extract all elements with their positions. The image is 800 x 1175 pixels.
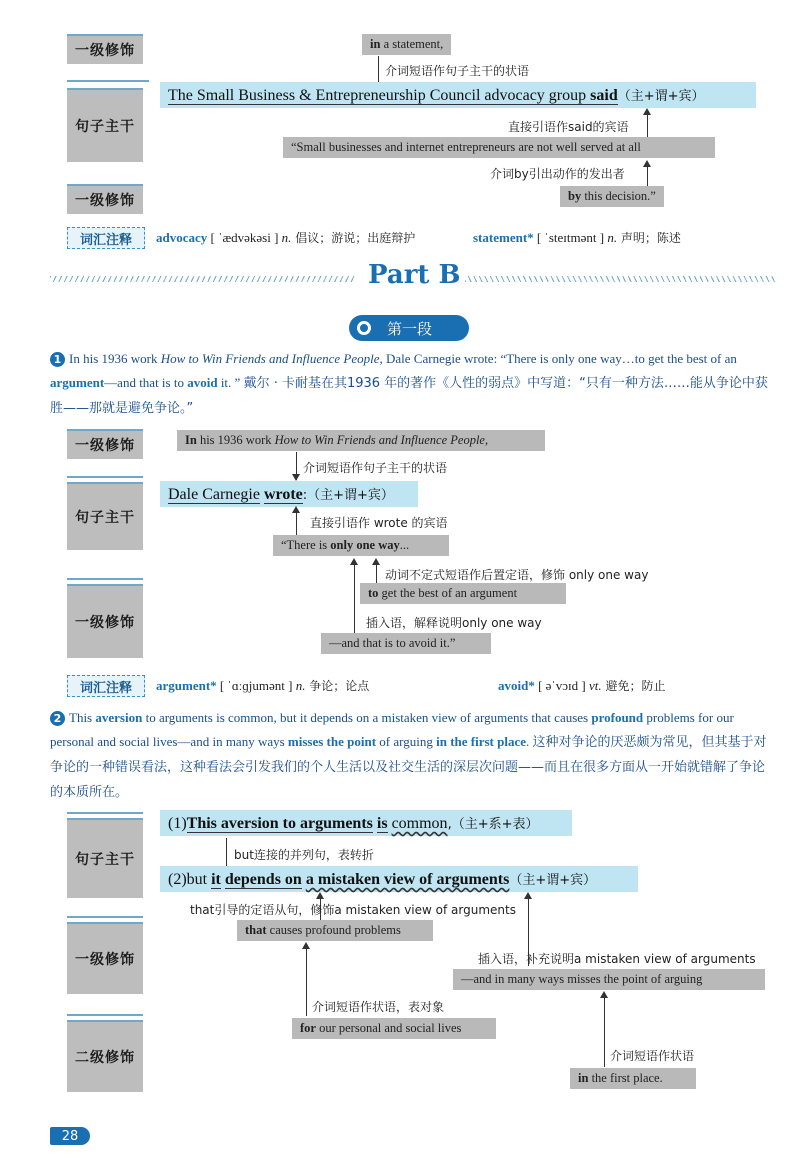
main-box-s2-1: (1)This aversion to arguments is common,（主+系+表）	[160, 810, 572, 836]
vocab-entry-argument: argument* [ ˈɑːɡjumənt ] n. 争论；论点	[156, 678, 370, 693]
label-level2-s2: 二级修饰	[67, 1020, 143, 1092]
label-level1-s1: 一级修饰	[67, 429, 143, 459]
note-to-infinitive: 动词不定式短语作后置定语，修饰 only one way	[385, 568, 649, 582]
main-box-s1: Dale Carnegie wrote:（主+谓+宾）	[160, 481, 418, 507]
note-by: 介词by引出动作的发出者	[490, 167, 625, 181]
note-for: 介词短语作状语，表对象	[312, 1000, 445, 1014]
note-that-clause: that引导的定语从句，修饰a mistaken view of arguments	[190, 903, 516, 917]
mod-box-avoid: —and that is to avoid it.”	[321, 633, 491, 654]
label-main-s2: 句子主干	[67, 818, 143, 898]
label-level1-s0-top: 一级修饰	[67, 34, 143, 64]
note-but: but连接的并列句，表转折	[234, 848, 374, 862]
label-level1-s2: 一级修饰	[67, 922, 143, 994]
part-b-left-rule	[50, 276, 355, 282]
mod-box-for: for our personal and social lives	[292, 1018, 496, 1039]
mod-box-quote-s1: “There is only one way...	[273, 535, 449, 556]
vocab-entry-avoid: avoid* [ əˈvɔɪd ] vt. 避免；防止	[498, 678, 666, 693]
section-pill: 第一段	[349, 315, 469, 341]
mod-box-first-place: in the first place.	[570, 1068, 696, 1089]
note-in-statement: 介词短语作句子主干的状语	[385, 64, 530, 78]
label-main-s1: 句子主干	[67, 482, 143, 550]
vocab-entry-advocacy: advocacy [ ˈædvəkəsi ] n. 倡议；游说；出庭辩护	[156, 230, 416, 245]
mod-box-in-statement: in a statement,	[362, 34, 451, 55]
note-insertion-s1: 插入语，解释说明only one way	[366, 616, 542, 630]
label-main-s0: 句子主干	[67, 88, 143, 162]
mod-box-insertion: —and in many ways misses the point of arguing	[453, 969, 765, 990]
note-quote-wrote: 直接引语作 wrote 的宾语	[310, 516, 448, 530]
mod-box-by: by this decision.”	[560, 186, 664, 207]
mod-box-that: that causes profound problems	[237, 920, 433, 941]
part-b-right-rule	[465, 276, 775, 282]
mod-box-quote-s0: “Small businesses and internet entrepreneurs are not well served at all	[283, 137, 715, 158]
label-level1-s0-bottom: 一级修饰	[67, 184, 143, 214]
note-quote-said: 直接引语作said的宾语	[508, 120, 629, 134]
label-level1-s1-b: 一级修饰	[67, 584, 143, 658]
paragraph-1: 1 In his 1936 work How to Win Friends and Influence People, Dale Carnegie wrote: “There is only one way…to get the best of an argument—and that is to avoid it. ” 戴尔 · 卡耐基在其1936 年的著作《人性的弱点》中写道：“只有一种方法……能从争论中获胜——那就是避免争论。”	[50, 351, 768, 416]
mod-box-in-his-work: In his 1936 work How to Win Friends and Influence People,	[177, 430, 545, 451]
main-box-s0: The Small Business & Entrepreneurship Council advocacy group said（主+谓+宾）	[160, 82, 756, 108]
mod-box-to-get: to get the best of an argument	[360, 583, 566, 604]
main-box-s2-2: (2)but it depends on a mistaken view of arguments（主+谓+宾）	[160, 866, 638, 892]
page-number: 28	[50, 1127, 90, 1145]
search-icon	[357, 321, 371, 335]
part-b-title: Part B	[368, 260, 461, 290]
vocab-tag-s1: 词汇注释	[67, 675, 145, 697]
note-first-place: 介词短语作状语	[610, 1049, 695, 1063]
note-insertion-s2: 插入语，补充说明a mistaken view of arguments	[478, 952, 756, 966]
note-in-his-work: 介词短语作句子主干的状语	[303, 461, 448, 475]
paragraph-2: 2 This aversion to arguments is common, but it depends on a mistaken view of arguments that causes profound problems for our personal and social lives—and in many ways misses the point of arguing in the first place. 这种对争论的厌恶颇为常见，但其基于对争论的一种错误看法，这种看法会引发我们的个人生活以及社交生活的深层次问题——而且在很多方面从一开始就错解了争论的本质所在。	[50, 710, 767, 800]
vocab-entry-statement: statement* [ ˈsteɪtmənt ] n. 声明；陈述	[473, 230, 681, 245]
vocab-tag-s0: 词汇注释	[67, 227, 145, 249]
